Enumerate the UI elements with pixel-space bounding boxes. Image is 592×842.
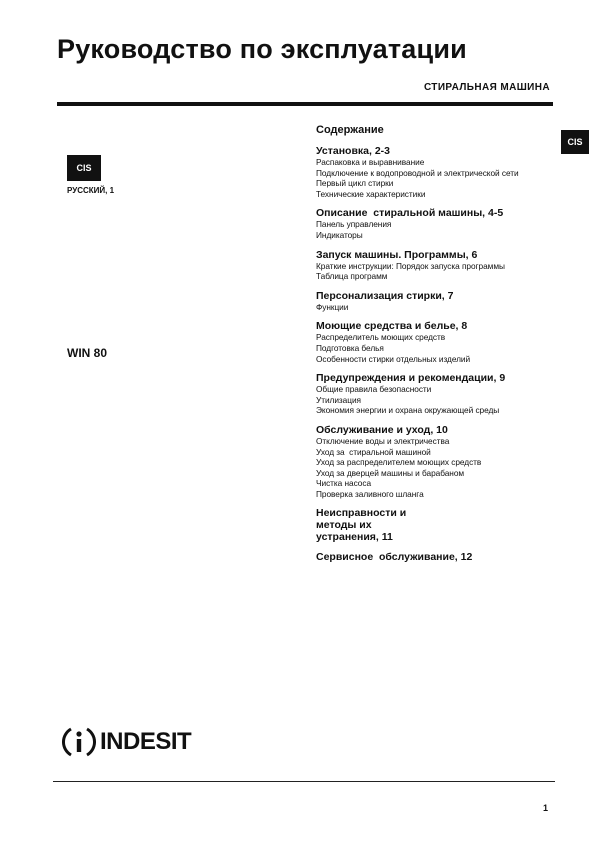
toc-item: Проверка заливного шланга	[316, 488, 424, 499]
toc-section	[316, 320, 556, 364]
edge-tab: CIS	[561, 130, 589, 154]
page-number: 1	[543, 803, 549, 813]
footer-divider	[53, 781, 555, 782]
brand-name: INDESIT	[100, 728, 192, 755]
toc-section	[316, 145, 556, 199]
toc-section-title: Описание стиральной машины, 4-5	[316, 207, 504, 220]
toc-item: Уход за стиральной машиной	[316, 446, 431, 457]
toc-item: Уход за дверцей машины и барабаном	[316, 467, 465, 478]
toc-item: Особенности стирки отдельных изделий	[316, 353, 471, 364]
toc-item: Первый цикл стирки	[316, 178, 394, 189]
toc-item: Краткие инструкции: Порядок запуска программы	[316, 260, 505, 271]
toc-section-title: Неисправности и методы их устранения, 11	[316, 507, 407, 544]
toc-section	[316, 424, 556, 500]
toc-item: Технические характеристики	[316, 188, 426, 199]
toc-item: Распределитель моющих средств	[316, 332, 446, 343]
toc-item: Экономия энергии и охрана окружающей среды	[316, 405, 500, 416]
toc-section-title: Персонализация стирки, 7	[316, 289, 454, 302]
page-title: Руководство по эксплуатации	[57, 34, 467, 64]
region-badge: CIS	[67, 155, 101, 181]
toc-item: Чистка насоса	[316, 478, 372, 489]
toc-section-title: Установка, 2-3	[316, 145, 391, 157]
toc-item: Распаковка и выравнивание	[316, 157, 425, 167]
toc-item: Отключение воды и электричества	[316, 435, 450, 446]
table-of-contents	[316, 124, 556, 571]
toc-section-title: Сервисное обслуживание, 12	[316, 551, 473, 564]
toc-section	[316, 507, 556, 543]
toc-section	[316, 249, 556, 282]
toc-item: Общие правила безопасности	[316, 384, 432, 395]
toc-section-title: Обслуживание и уход, 10	[316, 423, 448, 436]
toc-section-title: Моющие средства и белье, 8	[316, 320, 468, 333]
toc-item: Функции	[316, 301, 349, 312]
indesit-i-icon	[62, 725, 96, 759]
toc-item: Таблица программ	[316, 271, 388, 282]
toc-heading: Содержание	[316, 124, 384, 136]
toc-section-title: Запуск машины. Программы, 6	[316, 248, 478, 261]
toc-section	[316, 551, 556, 563]
toc-item: Индикаторы	[316, 229, 363, 240]
toc-section-title: Предупреждения и рекомендации, 9	[316, 372, 506, 385]
brand-logo	[62, 724, 191, 760]
toc-item: Утилизация	[316, 394, 361, 405]
model-label: WIN 80	[67, 346, 108, 360]
toc-section	[316, 207, 556, 240]
toc-item: Уход за распределителем моющих средств	[316, 457, 482, 468]
toc-item: Панель управления	[316, 219, 392, 230]
language-label: РУССКИЙ, 1	[67, 186, 115, 195]
toc-section	[316, 290, 556, 313]
document-subtitle: СТИРАЛЬНАЯ МАШИНА	[423, 82, 550, 93]
header-divider	[57, 102, 553, 106]
toc-item: Подключение к водопроводной и электрической сети	[316, 167, 519, 178]
toc-item: Подготовка белья	[316, 342, 384, 353]
toc-section	[316, 372, 556, 416]
